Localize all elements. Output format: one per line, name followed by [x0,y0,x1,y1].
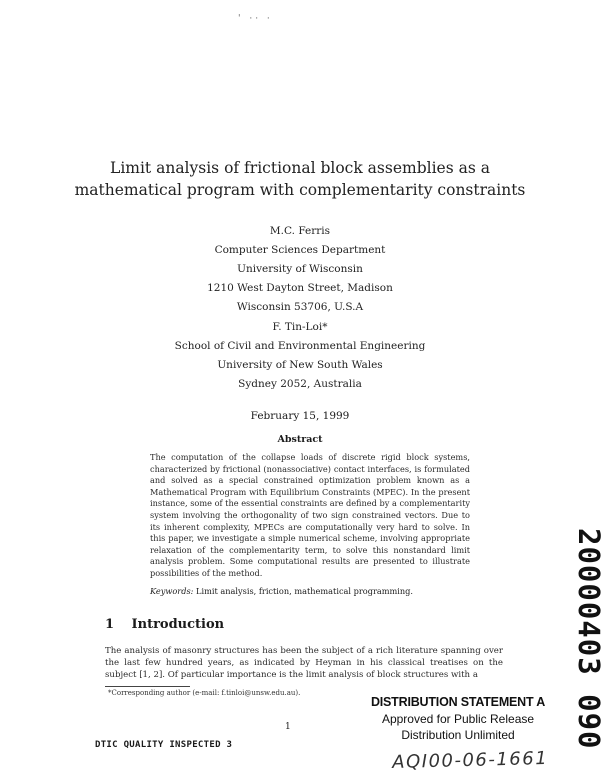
author-block-1 [0,222,600,317]
introduction-text: The analysis of masonry structures has been the subject of a rich literature spanning over the last few hundred years, as indicated by Heyman in his classical treatises on the subject [1, 2]. Of particular importance is the limit analysis of block structures with a [105,646,503,680]
accession-number: 20000403 090 [572,528,606,750]
keywords-text: Limit analysis, friction, mathematical programming. [196,586,414,596]
page-number: 1 [285,722,291,732]
author-1-name: M.C. Ferris [269,225,331,237]
handwritten-code: AQI00-06-1661 [392,747,549,773]
scan-marks: ' ·· · [238,14,273,24]
abstract-heading: Abstract [277,434,323,445]
author-2-city: Sydney 2052, Australia [238,378,362,390]
author-1-university: University of Wisconsin [237,263,363,275]
author-2-name: F. Tin-Loi* [272,321,328,333]
title-line-2: mathematical program with complementarity constraints [74,181,526,199]
keywords-line [150,586,470,597]
author-2-university: University of New South Wales [217,359,383,371]
author-block-2 [0,318,600,394]
author-1-city: Wisconsin 53706, U.S.A [236,301,364,313]
author-1-dept: Computer Sciences Department [214,244,386,256]
abstract-body: The computation of the collapse loads of discrete rigid block systems, characterized by frictional (nonassociative) contact interfaces, is formulated and solved as a special constrained optimization problem known as a Mathematical Program with Equilibrium Constraints (MPEC). In the present instance, some of the essential constraints are defined by a complementarity system involving the orthogonality of two sign constrained vectors. Due to its inherent complexity, MPECs are computationally very hard to solve. In this paper, we investigate a simple numerical scheme, involving appropriate relaxation of the complementarity term, to solve this nonstandard limit analysis problem. Some computational results are presented to illustrate possibilities of the method. [150,452,470,578]
paper-title [0,157,600,201]
section-heading [105,617,224,632]
distribution-statement-title: DISTRIBUTION STATEMENT A [370,695,546,709]
distribution-unlimited: Distribution Unlimited [401,728,515,742]
footnote: *Corresponding author (e-mail: f.tinloi@unsw.edu.au). [108,689,301,697]
title-line-1: Limit analysis of frictional block assemblies as a [110,159,490,177]
author-1-street: 1210 West Dayton Street, Madison [207,282,393,294]
distribution-approval: Approved for Public Release [381,712,535,726]
author-2-dept: School of Civil and Environmental Engineering [174,340,426,352]
paper-date: February 15, 1999 [250,410,350,422]
section-title: Introduction [131,617,225,632]
dtic-quality-stamp: DTIC QUALITY INSPECTED 3 [95,740,233,750]
section-number: 1 [105,617,115,632]
footnote-rule [105,686,190,687]
keywords-label: Keywords: [150,586,194,596]
